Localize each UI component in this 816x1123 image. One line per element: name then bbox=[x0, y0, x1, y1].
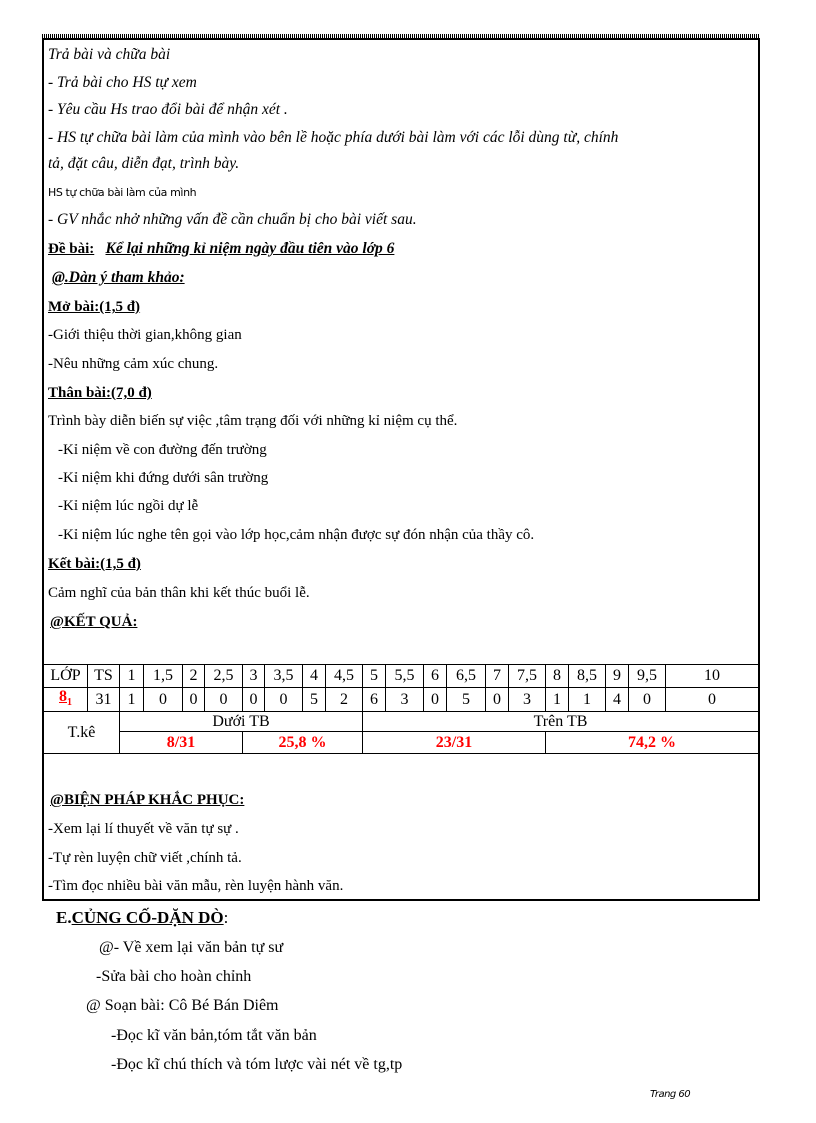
measures-item: -Tìm đọc nhiều bài văn mẫu, rèn luyện hành văn. bbox=[48, 878, 344, 894]
topic-title: Kể lại những kỉ niệm ngày đầu tiên vào lớp 6 bbox=[105, 240, 395, 257]
table-cell: 0 bbox=[205, 688, 243, 712]
class-cell bbox=[44, 688, 88, 712]
table-data-row bbox=[44, 688, 759, 712]
line-hs-chua-bai: - HS tự chữa bài làm của mình vào bên lề hoặc phía dưới bài làm với các lỗi dùng từ, chính bbox=[48, 129, 619, 146]
mo-bai-score: (1,5 đ) bbox=[99, 299, 141, 315]
table-header-cell: 5 bbox=[363, 665, 386, 688]
topic-line bbox=[48, 240, 394, 258]
measures-heading: @BIỆN PHÁP KHẮC PHỤC: bbox=[50, 792, 245, 808]
table-header-cell: 8,5 bbox=[569, 665, 606, 688]
measures-item: -Xem lại lí thuyết về văn tự sự . bbox=[48, 821, 239, 837]
table-header-cell: 8 bbox=[546, 665, 569, 688]
table-header-cell: 9,5 bbox=[629, 665, 666, 688]
table-cell: 31 bbox=[88, 688, 120, 712]
tke-label: T.kê bbox=[44, 712, 120, 754]
table-header-cell: 3,5 bbox=[265, 665, 303, 688]
table-cell: 5 bbox=[303, 688, 326, 712]
class-name: 8 bbox=[59, 688, 67, 705]
table-cell: 1 bbox=[569, 688, 606, 712]
table-cell: 2 bbox=[326, 688, 363, 712]
table-header-cell: 6,5 bbox=[447, 665, 486, 688]
table-summary-values-row bbox=[44, 732, 759, 754]
line-hs-tu-chua: HS tự chữa bài làm của mình bbox=[48, 186, 197, 199]
table-cell: 0 bbox=[243, 688, 265, 712]
line-tra-bai: Trả bài và chữa bài bbox=[48, 46, 171, 63]
line-gv-nhac: - GV nhắc nhở những vấn đề cần chuẩn bị cho bài viết sau. bbox=[48, 211, 417, 228]
measures-item: -Tự rèn luyện chữ viết ,chính tả. bbox=[48, 850, 242, 866]
consolidate-line: -Sửa bài cho hoàn chỉnh bbox=[96, 968, 252, 985]
than-bai-score: (7,0 đ) bbox=[110, 385, 152, 401]
table-header-cell: 2,5 bbox=[205, 665, 243, 688]
than-bai-label: Thân bài: bbox=[48, 385, 111, 401]
below-label: Dưới TB bbox=[120, 712, 363, 732]
table-header-cell: 10 bbox=[666, 665, 759, 688]
page-number: Trang 60 bbox=[650, 1089, 691, 1100]
above-label: Trên TB bbox=[363, 712, 759, 732]
consolidate-title: CỦNG CỐ-DẶN DÒ bbox=[71, 908, 224, 927]
table-cell: 0 bbox=[666, 688, 759, 712]
than-bai-item: -Kỉ niệm khi đứng dưới sân trường bbox=[58, 470, 269, 486]
than-bai-item: -Kỉ niệm lúc ngồi dự lễ bbox=[58, 498, 199, 514]
table-header-cell: 9 bbox=[606, 665, 629, 688]
ket-bai-text: Cảm nghĩ của bản thân khi kết thúc buổi lễ. bbox=[48, 585, 310, 601]
above-count: 23/31 bbox=[363, 732, 546, 754]
table-cell: 0 bbox=[265, 688, 303, 712]
below-count: 8/31 bbox=[120, 732, 243, 754]
line-yeu-cau: - Yêu cầu Hs trao đổi bài để nhận xét . bbox=[48, 101, 288, 118]
table-header-cell: 6 bbox=[424, 665, 447, 688]
table-header-cell: 4 bbox=[303, 665, 326, 688]
line-tra-bai-hs: - Trả bài cho HS tự xem bbox=[48, 74, 197, 91]
line-hs-chua-bai-cont: tả, đặt câu, diễn đạt, trình bày. bbox=[48, 155, 240, 172]
table-header-cell: 1 bbox=[120, 665, 144, 688]
table-header-cell: LỚP bbox=[44, 665, 88, 688]
table-header-cell: 3 bbox=[243, 665, 265, 688]
consolidate-line: -Đọc kĩ văn bản,tóm tắt văn bản bbox=[111, 1027, 317, 1044]
ket-bai-score: (1,5 đ) bbox=[100, 556, 141, 572]
consolidate-prefix: E. bbox=[56, 908, 72, 927]
below-pct: 25,8 % bbox=[243, 732, 363, 754]
table-header-cell: 1,5 bbox=[144, 665, 183, 688]
table-cell: 0 bbox=[486, 688, 509, 712]
table-header-cell: TS bbox=[88, 665, 120, 688]
than-bai-heading bbox=[48, 384, 152, 402]
table-header-cell: 2 bbox=[183, 665, 205, 688]
table-cell: 0 bbox=[629, 688, 666, 712]
table-cell: 3 bbox=[509, 688, 546, 712]
above-pct: 74,2 % bbox=[546, 732, 759, 754]
table-cell: 0 bbox=[144, 688, 183, 712]
table-cell: 3 bbox=[386, 688, 424, 712]
table-cell: 0 bbox=[183, 688, 205, 712]
than-bai-item: -Kỉ niệm về con đường đến trường bbox=[58, 442, 267, 458]
ket-bai-heading bbox=[48, 555, 141, 573]
class-sub: 1 bbox=[67, 697, 72, 709]
mo-bai-item: -Nêu những cảm xúc chung. bbox=[48, 356, 219, 372]
mo-bai-label: Mở bài: bbox=[48, 299, 100, 315]
table-header-cell: 7,5 bbox=[509, 665, 546, 688]
table-summary-row bbox=[44, 712, 759, 732]
result-heading: @KẾT QUẢ: bbox=[50, 614, 138, 630]
consolidate-line: -Đọc kĩ chú thích và tóm lược vài nét về tg,tp bbox=[111, 1056, 403, 1073]
result-table bbox=[43, 664, 759, 754]
than-bai-intro: Trình bày diễn biến sự việc ,tâm trạng đối với những kỉ niệm cụ thể. bbox=[48, 413, 458, 429]
topic-label: Đề bài: bbox=[48, 241, 95, 257]
table-header-cell: 7 bbox=[486, 665, 509, 688]
mo-bai-heading bbox=[48, 298, 140, 316]
table-cell: 4 bbox=[606, 688, 629, 712]
consolidate-line: @ Soạn bài: Cô Bé Bán Diêm bbox=[86, 997, 279, 1014]
consolidate-line: @- Về xem lại văn bản tự sư bbox=[99, 939, 284, 956]
table-cell: 1 bbox=[546, 688, 569, 712]
table-cell: 6 bbox=[363, 688, 386, 712]
consolidate-heading bbox=[56, 908, 228, 928]
table-cell: 0 bbox=[424, 688, 447, 712]
mo-bai-item: -Giới thiệu thời gian,không gian bbox=[48, 327, 242, 343]
table-header-cell: 4,5 bbox=[326, 665, 363, 688]
outline-heading: @.Dàn ý tham khảo: bbox=[52, 269, 185, 286]
ket-bai-label: Kết bài: bbox=[48, 556, 101, 572]
table-header-row bbox=[44, 665, 759, 688]
table-header-cell: 5,5 bbox=[386, 665, 424, 688]
table-cell: 1 bbox=[120, 688, 144, 712]
than-bai-item: -Kỉ niệm lúc nghe tên gọi vào lớp học,cảm nhận được sự đón nhận của thầy cô. bbox=[58, 527, 535, 543]
table-cell: 5 bbox=[447, 688, 486, 712]
consolidate-colon: : bbox=[223, 908, 229, 927]
